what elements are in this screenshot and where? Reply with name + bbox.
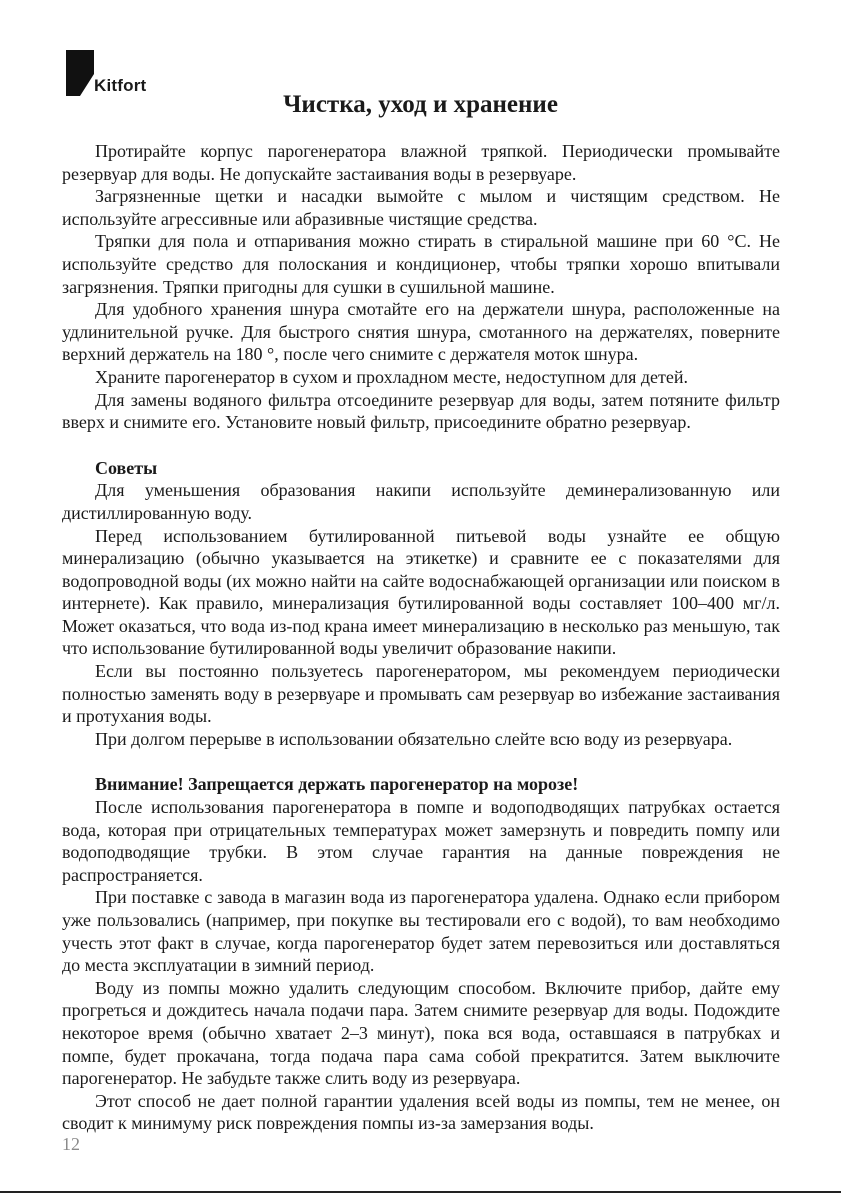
warning-paragraph: После использования парогенератора в помпе и водоподводящих патрубках остается вода, которая при отрицательных температурах может замерзнуть и повредить помпу или водоподводящие трубки. В этом случае гарантия на данные повреждения не распространяется. — [62, 797, 780, 885]
tips-paragraph: При долгом перерыве в использовании обязательно слейте всю воду из резервуара. — [95, 728, 733, 749]
care-paragraph: Храните парогенератор в сухом и прохладном месте, недоступном для детей. — [95, 366, 689, 387]
warning-paragraph: Воду из помпы можно удалить следующим способом. Включите прибор, дайте ему прогреться и дождитесь начала подачи пара. Затем снимите резервуар для воды. Подождите некоторое время (обычно хватает 2–3 минут), пока вся вода, оставшаяся в патрубках и помпе, будет прокачана, тогда подача пара сама собой прекратится. Затем выключите парогенератор. Не забудьте также слить воду из резервуара. — [62, 977, 780, 1089]
care-paragraph: Для удобного хранения шнура смотайте его на держатели шнура, расположенные на удлинительной ручке. Для быстрого снятия шнура, смотанного на держателях, поверните верхний держатель на 180 °, после чего снимите с держателя моток шнура. — [62, 299, 780, 365]
tips-paragraph: Для уменьшения образования накипи используйте деминерализованную или дистиллированную воду. — [62, 480, 780, 523]
care-paragraph: Протирайте корпус парогенератора влажной тряпкой. Периодически промывайте резервуар для воды. Не допускайте застаивания воды в резервуаре. — [62, 141, 780, 184]
warning-paragraph: Этот способ не дает полной гарантии удаления всей воды из помпы, тем не менее, он сводит к минимуму риск повреждения помпы из-за замерзания воды. — [62, 1090, 780, 1134]
page-title: Чистка, уход и хранение — [283, 91, 558, 118]
care-section — [62, 140, 780, 434]
tips-heading: Советы — [95, 457, 158, 478]
warning-paragraph: При поставке с завода в магазин вода из парогенератора удалена. Однако если прибором уже пользовались (например, при покупке вы тестировали его с водой), то вам необходимо учесть этот факт в случае, когда парогенератор будет затем перевозиться или доставляться до места эксплуатации в зимний период. — [62, 887, 780, 976]
tips-paragraph: Перед использованием бутилированной питьевой воды узнайте ее общую минерализацию (обычно указывается на этикетке) и сравните ее с показателями для водопроводной воды (их можно найти на сайте водоснабжающей организации или поиском в интернете). Как правило, минерализация бутилированной воды составляет 100–400 мг/л. Может оказаться, что вода из-под крана имеет минерализацию в несколько раз меньшую, так что использование бутилированной воды увеличит образование накипи. — [62, 525, 780, 659]
warning-section — [62, 773, 780, 1135]
page-content — [62, 140, 780, 1135]
page-number: 12 — [62, 1134, 80, 1154]
bottom-divider — [0, 1191, 841, 1193]
care-paragraph: Загрязненные щетки и насадки вымойте с мылом и чистящим средством. Не используйте агрессивные или абразивные чистящие средства. — [62, 186, 780, 229]
warning-heading: Внимание! Запрещается держать парогенератор на морозе! — [95, 774, 579, 795]
care-paragraph: Тряпки для пола и отпаривания можно стирать в стиральной машине при 60 °С. Не используйте средство для полоскания и кондиционер, чтобы тряпки хорошо впитывали загрязнения. Тряпки пригодны для сушки в сушильной машине. — [62, 231, 780, 297]
brand-name: Kitfort — [94, 76, 147, 95]
tips-section — [62, 457, 780, 751]
tips-paragraph: Если вы постоянно пользуетесь парогенератором, мы рекомендуем периодически полностью заменять воду в резервуаре и промывать сам резервуар во избежание застаивания и протухания воды. — [62, 661, 780, 727]
care-paragraph: Для замены водяного фильтра отсоедините резервуар для воды, затем потяните фильтр вверх и снимите его. Установите новый фильтр, присоедините обратно резервуар. — [62, 389, 780, 433]
